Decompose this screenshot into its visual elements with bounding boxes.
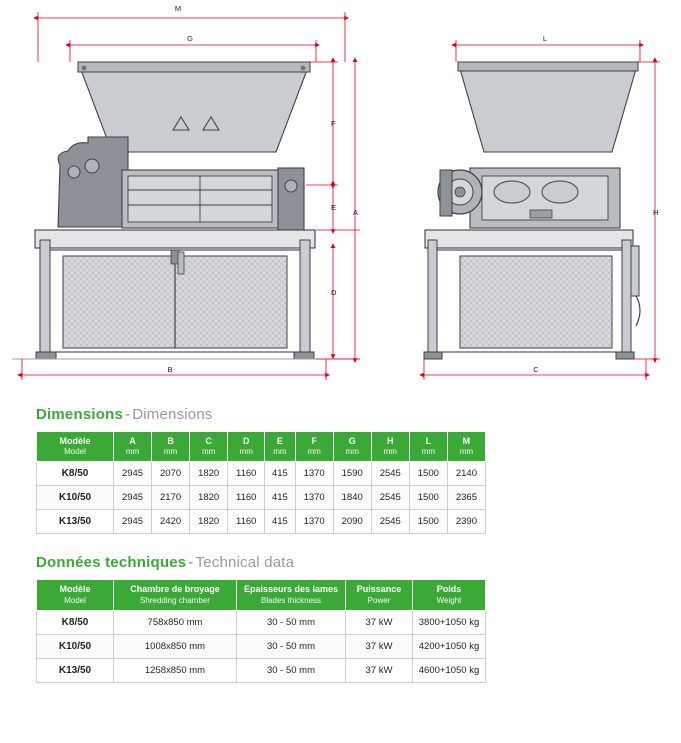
technical-data-heading-fr: Données techniques	[36, 554, 187, 572]
technical-cell-blades: 30 - 50 mm	[237, 658, 346, 682]
svg-text:M: M	[174, 4, 182, 13]
dimensions-header-g: G mm	[333, 432, 371, 462]
table-row	[37, 658, 486, 682]
dimensions-cell-c: 1820	[190, 462, 228, 486]
svg-text:L: L	[542, 34, 548, 43]
dimensions-header-model: Modèle Model	[37, 432, 114, 462]
technical-cell-power: 37 kW	[346, 610, 413, 634]
dimensions-section	[0, 406, 681, 534]
dimensions-header-d: D mm	[228, 432, 265, 462]
technical-cell-model: K8/50	[37, 610, 114, 634]
dimensions-header-c: C mm	[190, 432, 228, 462]
technical-data-heading	[36, 554, 681, 571]
dimensions-cell-f: 1370	[295, 510, 333, 534]
dimensions-cell-b: 2170	[152, 486, 190, 510]
technical-cell-chamber: 1258x850 mm	[114, 658, 237, 682]
dimensions-header-h: H mm	[371, 432, 409, 462]
dimensions-cell-h: 2545	[371, 510, 409, 534]
dimensions-cell-g: 1840	[333, 486, 371, 510]
table-row	[37, 610, 486, 634]
dimensions-table	[36, 431, 486, 534]
technical-cell-blades: 30 - 50 mm	[237, 634, 346, 658]
svg-text:H: H	[653, 208, 659, 217]
dimensions-heading	[36, 406, 681, 423]
dimensions-cell-l: 1500	[409, 510, 447, 534]
dimensions-cell-m: 2390	[447, 510, 485, 534]
dimensions-header-b: B mm	[152, 432, 190, 462]
dimensions-cell-f: 1370	[295, 486, 333, 510]
table-row	[37, 634, 486, 658]
technical-cell-weight: 3800+1050 kg	[413, 610, 486, 634]
technical-data-heading-en: Technical data	[195, 554, 295, 572]
technical-cell-power: 37 kW	[346, 634, 413, 658]
dimensions-cell-d: 1160	[228, 486, 265, 510]
svg-text:A: A	[353, 208, 359, 217]
technical-cell-model: K13/50	[37, 658, 114, 682]
front-view	[12, 62, 360, 359]
dimensions-heading-fr: Dimensions	[36, 406, 124, 423]
dimensions-cell-a: 2945	[114, 486, 152, 510]
svg-text:D: D	[331, 288, 337, 297]
dimensions-cell-d: 1160	[228, 462, 265, 486]
dimensions-cell-g: 2090	[333, 510, 371, 534]
dimensions-header-a: A mm	[114, 432, 152, 462]
dimensions-cell-l: 1500	[409, 462, 447, 486]
svg-text:C: C	[533, 365, 539, 374]
svg-text:F: F	[331, 119, 336, 128]
technical-header-power: Puissance Power	[346, 580, 413, 610]
technical-cell-chamber: 758x850 mm	[114, 610, 237, 634]
technical-cell-blades: 30 - 50 mm	[237, 610, 346, 634]
svg-text:E: E	[331, 203, 337, 212]
dimensions-cell-h: 2545	[371, 462, 409, 486]
svg-text:B: B	[167, 365, 173, 374]
technical-cell-weight: 4600+1050 kg	[413, 658, 486, 682]
dimensions-cell-model: K8/50	[37, 462, 114, 486]
dimensions-heading-en: Dimensions	[132, 406, 213, 423]
technical-header-blades: Epaisseurs des lames Blades thickness	[237, 580, 346, 610]
dimensions-cell-model: K10/50	[37, 486, 114, 510]
technical-data-section	[0, 554, 681, 682]
technical-header-weight: Poids Weight	[413, 580, 486, 610]
table-row	[37, 510, 486, 534]
table-row	[37, 462, 486, 486]
dimensions-cell-e: 415	[265, 462, 295, 486]
dimensions-header-e: E mm	[265, 432, 295, 462]
dimensions-cell-h: 2545	[371, 486, 409, 510]
technical-cell-chamber: 1008x850 mm	[114, 634, 237, 658]
svg-text:G: G	[187, 34, 193, 43]
dimensions-cell-a: 2945	[114, 462, 152, 486]
dimensions-cell-g: 1590	[333, 462, 371, 486]
dimensions-header-f: F mm	[295, 432, 333, 462]
dimensions-cell-b: 2420	[152, 510, 190, 534]
technical-header-chamber: Chambre de broyage Shredding chamber	[114, 580, 237, 610]
dimensions-heading-separator: -	[125, 406, 131, 423]
technical-table-body	[37, 610, 486, 682]
dimensions-cell-m: 2140	[447, 462, 485, 486]
dimensions-cell-c: 1820	[190, 486, 228, 510]
technical-data-table	[36, 579, 486, 682]
technical-data-heading-separator: -	[188, 554, 194, 572]
dimensions-header-l: L mm	[409, 432, 447, 462]
dimensions-cell-c: 1820	[190, 510, 228, 534]
dimensions-cell-e: 415	[265, 486, 295, 510]
dimensions-header-row	[37, 432, 486, 462]
dimensions-header-m: M mm	[447, 432, 485, 462]
dimensions-cell-f: 1370	[295, 462, 333, 486]
technical-header-row	[37, 580, 486, 610]
dimensions-cell-b: 2070	[152, 462, 190, 486]
dimensions-table-body	[37, 462, 486, 534]
dimensions-cell-model: K13/50	[37, 510, 114, 534]
technical-cell-model: K10/50	[37, 634, 114, 658]
dimensions-cell-m: 2365	[447, 486, 485, 510]
dimensions-table-head	[37, 432, 486, 462]
dimensions-cell-d: 1160	[228, 510, 265, 534]
dimensions-cell-e: 415	[265, 510, 295, 534]
technical-header-model: Modèle Model	[37, 580, 114, 610]
side-view	[424, 62, 640, 359]
table-row	[37, 486, 486, 510]
technical-cell-power: 37 kW	[346, 658, 413, 682]
dimensions-cell-l: 1500	[409, 486, 447, 510]
dimensions-cell-a: 2945	[114, 510, 152, 534]
technical-table-head	[37, 580, 486, 610]
technical-cell-weight: 4200+1050 kg	[413, 634, 486, 658]
